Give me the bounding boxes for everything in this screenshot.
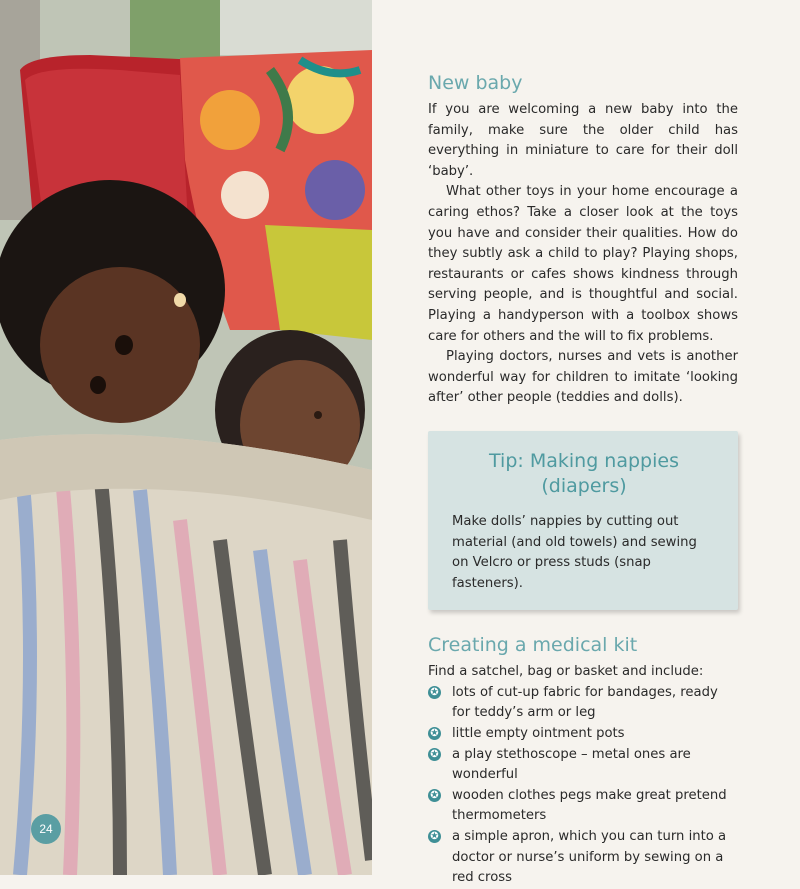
list-item: ✪ lots of cut-up fabric for bandages, ready for teddy’s arm or leg (428, 683, 738, 724)
child-with-doll-photo (0, 0, 372, 875)
list-item: ✪ a play stethoscope – metal ones are wonderful (428, 745, 738, 786)
star-in-circle-icon: ✪ (428, 727, 441, 740)
medical-kit-list (428, 683, 738, 889)
list-item: ✪ little empty ointment pots (428, 724, 738, 745)
tip-body: Make dolls’ nappies by cutting out material (and old towels) and sewing on Velcro or press studs (snap fasteners). (452, 513, 697, 591)
star-in-circle-icon: ✪ (428, 789, 441, 802)
text-column (428, 70, 738, 889)
list-item: ✪ wooden clothes pegs make great pretend thermometers (428, 786, 738, 827)
tip-title: Tip: Making nappies (diapers) (489, 449, 679, 497)
medical-kit-heading: Creating a medical kit (428, 634, 638, 657)
new-baby-paragraph-3: Playing doctors, nurses and vets is another wonderful way for children to imitate ‘looking after’ other people (teddies and dolls). (428, 349, 738, 406)
star-in-circle-icon: ✪ (428, 830, 441, 843)
star-in-circle-icon: ✪ (428, 686, 441, 699)
new-baby-paragraph-2: What other toys in your home encourage a caring ethos? Take a closer look at the toys you have and consider their qualities. How do they subtly ask a child to play? Playing shops, restaurants or cafes shows kindness through serving people, and is thoughtful and social. Playing a handyperson with a toolbox shows care for others and the will to fix problems. (428, 184, 738, 344)
tip-box (428, 431, 738, 610)
medical-kit-section (428, 632, 738, 889)
medical-kit-intro: Find a satchel, bag or basket and include: (428, 664, 704, 680)
new-baby-heading: New baby (428, 72, 523, 94)
list-item: ✪ a simple apron, which you can turn into a doctor or nurse’s uniform by sewing on a red cross (428, 827, 738, 889)
star-in-circle-icon: ✪ (428, 748, 441, 761)
new-baby-paragraph-1: If you are welcoming a new baby into the family, make sure the older child has everything in miniature to care for their doll ‘baby’. (428, 102, 738, 179)
photo-illustration (0, 0, 372, 875)
page-number-badge: 24 (31, 814, 61, 844)
